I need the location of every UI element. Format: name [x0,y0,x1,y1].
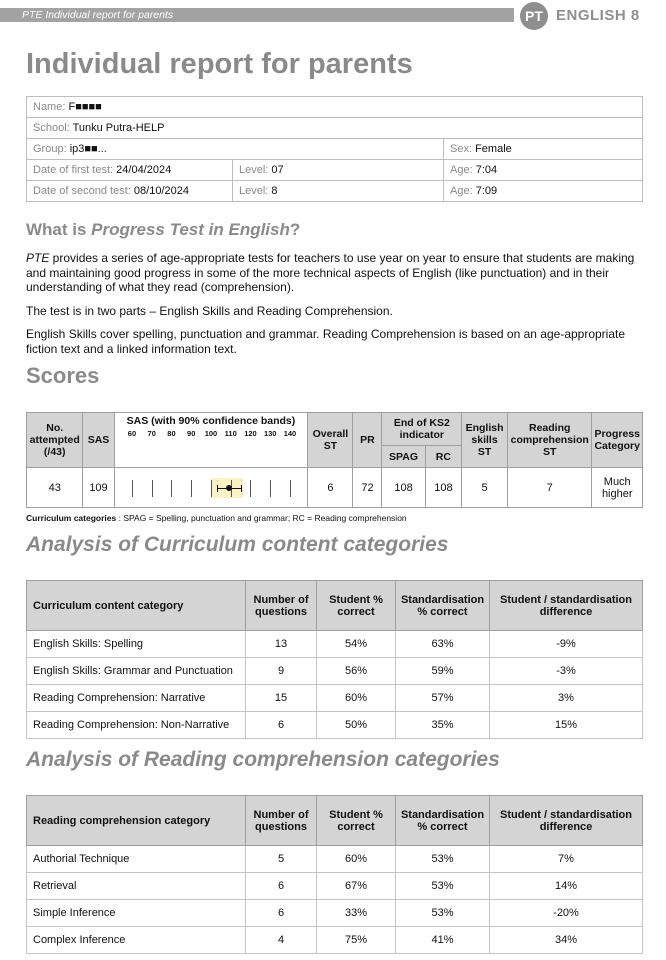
reading-heading: Analysis of Reading comprehension categories [26,748,500,771]
sas-gauge-gridline [211,480,212,497]
header-bar-text: PTE Individual report for parents [22,9,174,21]
reading-cell: 41% [396,927,490,954]
school-name: Tunku Putra-HELP [72,122,165,134]
sas-gauge-gridline [191,480,192,497]
sas-score-marker [226,485,232,491]
curriculum-cell: 3% [490,685,643,712]
english-st-value: 5 [462,468,508,508]
reading-row [27,873,643,900]
scores-row [27,468,643,508]
sas-gauge-cell [114,468,308,508]
curriculum-cell: English Skills: Spelling [27,631,246,658]
sas-confidence-gauge [118,473,304,503]
curriculum-cell: Reading Comprehension: Non-Narrative [27,712,246,739]
curriculum-cell: English Skills: Grammar and Punctuation [27,658,246,685]
reading-cell: 53% [396,846,490,873]
reading-cell: -20% [490,900,643,927]
sas-scale-tick: 90 [187,429,196,438]
col-attempted: No. attempted (/43) [27,413,83,468]
reading-st-value: 7 [507,468,592,508]
sas-scale-tick: 110 [224,429,237,438]
col-english-st: English skills ST [462,413,508,468]
curriculum-cell: 9 [246,658,317,685]
sas-error-cap [241,485,242,492]
reading-cell: 33% [317,900,396,927]
first-test-date: 24/04/2024 [116,164,172,176]
curriculum-cell: 63% [396,631,490,658]
col-reading-st: Reading comprehension ST [507,413,592,468]
pte-description: PTE provides a series of age-appropriate tests for teachers to use year on year to ensure that students are making and maintaining good progress in some of the more technical aspects of English (like punctuation) and in their understanding of what they read (comprehension). [26,251,635,294]
reading-cell: Simple Inference [27,900,246,927]
attempted-value: 43 [27,468,83,508]
curriculum-cell: 35% [396,712,490,739]
info-row-school: School: Tunku Putra-HELP [27,118,643,139]
curriculum-cell: 56% [317,658,396,685]
first-level: 07 [271,164,284,176]
progress-value: Much higher [592,468,643,508]
second-age: 7:09 [475,185,498,197]
curriculum-heading: Analysis of Curriculum content categories [26,533,449,556]
reading-table [26,795,643,954]
curriculum-cell: 15 [246,685,317,712]
curriculum-cell: Reading Comprehension: Narrative [27,685,246,712]
student-info-table [26,96,643,202]
info-row-second-test: Date of second test: 08/10/2024 Level: 8 Age: 7:09 [27,181,643,202]
sas-gauge-gridline [132,480,133,497]
what-is-heading: What is Progress Test in English? [26,220,301,239]
reading-row [27,846,643,873]
scores-table [26,412,643,508]
reading-cell: 60% [317,846,396,873]
curriculum-table [26,580,643,739]
col-sas-bands: SAS (with 90% confidence bands) 60 70 80 90 100 110 120 130 140 [114,413,308,468]
pr-value: 72 [353,468,382,508]
second-test-date: 08/10/2024 [133,185,189,197]
sas-scale [118,427,304,467]
student-name: F■■■■ [68,101,102,113]
reading-cell: 34% [490,927,643,954]
sas-scale-tick: 70 [147,429,156,438]
curriculum-cell: 50% [317,712,396,739]
reading-cell: Authorial Technique [27,846,246,873]
reading-cell: Complex Inference [27,927,246,954]
reading-row [27,927,643,954]
info-row-first-test: Date of first test: 24/04/2024 Level: 07 Age: 7:04 [27,160,643,181]
curriculum-cell: -9% [490,631,643,658]
col-ks2: End of KS2 indicator [382,413,462,446]
info-row-name: Name: F■■■■ [27,97,643,118]
sas-scale-tick: 100 [204,429,218,438]
sex-value: Female [475,143,512,155]
curriculum-cell: -3% [490,658,643,685]
col-sas: SAS [83,413,114,468]
curriculum-header-row: Curriculum content category Number of questions Student % correct Standardisation % correct Student / standardisation difference [27,581,643,631]
col-spag: SPAG [382,446,425,468]
col-pr: PR [353,413,382,468]
sas-scale-tick: 140 [283,429,297,438]
sas-gauge-gridline [152,480,153,497]
header-bar [0,8,514,22]
sas-scale-tick: 80 [167,429,176,438]
curriculum-cell: 60% [317,685,396,712]
reading-cell: 53% [396,900,490,927]
spag-value: 108 [382,468,425,508]
second-level: 8 [271,185,278,197]
reading-cell: 53% [396,873,490,900]
reading-row [27,900,643,927]
group-value: ip3■■... [69,143,107,155]
reading-cell: 14% [490,873,643,900]
curriculum-row [27,631,643,658]
sas-scale-tick: 130 [263,429,277,438]
rc-value: 108 [425,468,462,508]
col-progress: Progress Category [592,413,643,468]
sas-gauge-gridline [171,480,172,497]
sas-scale-tick: 120 [244,429,257,438]
first-age: 7:04 [475,164,498,176]
page-title: Individual report for parents [26,48,413,80]
overall-st-value: 6 [308,468,353,508]
reading-cell: Retrieval [27,873,246,900]
reading-cell: 7% [490,846,643,873]
curriculum-cell: 15% [490,712,643,739]
reading-cell: 4 [246,927,317,954]
sas-gauge-gridline [270,480,271,497]
logo-mark: PT [520,2,548,30]
reading-header-row: Reading comprehension category Number of questions Student % correct Standardisation % correct Student / standardisation difference [27,796,643,846]
skills-description: English Skills cover spelling, punctuation and grammar. Reading Comprehension is based on an age-appropriate fiction text and a linked information text. [26,327,626,356]
curriculum-row [27,658,643,685]
reading-cell: 67% [317,873,396,900]
curriculum-note: Curriculum categories : SPAG = Spelling, punctuation and grammar; RC = Reading comprehension [26,513,407,523]
sas-gauge-gridline [250,480,251,497]
curriculum-cell: 13 [246,631,317,658]
curriculum-cell: 57% [396,685,490,712]
curriculum-cell: 59% [396,658,490,685]
logo-word: ENGLISH 8 [556,7,640,24]
scores-heading: Scores [26,363,100,388]
reading-cell: 6 [246,873,317,900]
sas-value: 109 [83,468,114,508]
sas-gauge-gridline [290,480,291,497]
reading-cell: 5 [246,846,317,873]
curriculum-row [27,712,643,739]
curriculum-cell: 6 [246,712,317,739]
test-parts-text: The test is in two parts – English Skills and Reading Comprehension. [26,304,393,318]
col-rc: RC [425,446,462,468]
curriculum-row [27,685,643,712]
curriculum-cell: 54% [317,631,396,658]
info-row-group: Group: ip3■■... Sex: Female [27,139,643,160]
sas-error-cap [217,485,218,492]
sas-scale-tick: 60 [127,429,137,438]
col-overall-st: Overall ST [308,413,353,468]
reading-cell: 6 [246,900,317,927]
reading-cell: 75% [317,927,396,954]
